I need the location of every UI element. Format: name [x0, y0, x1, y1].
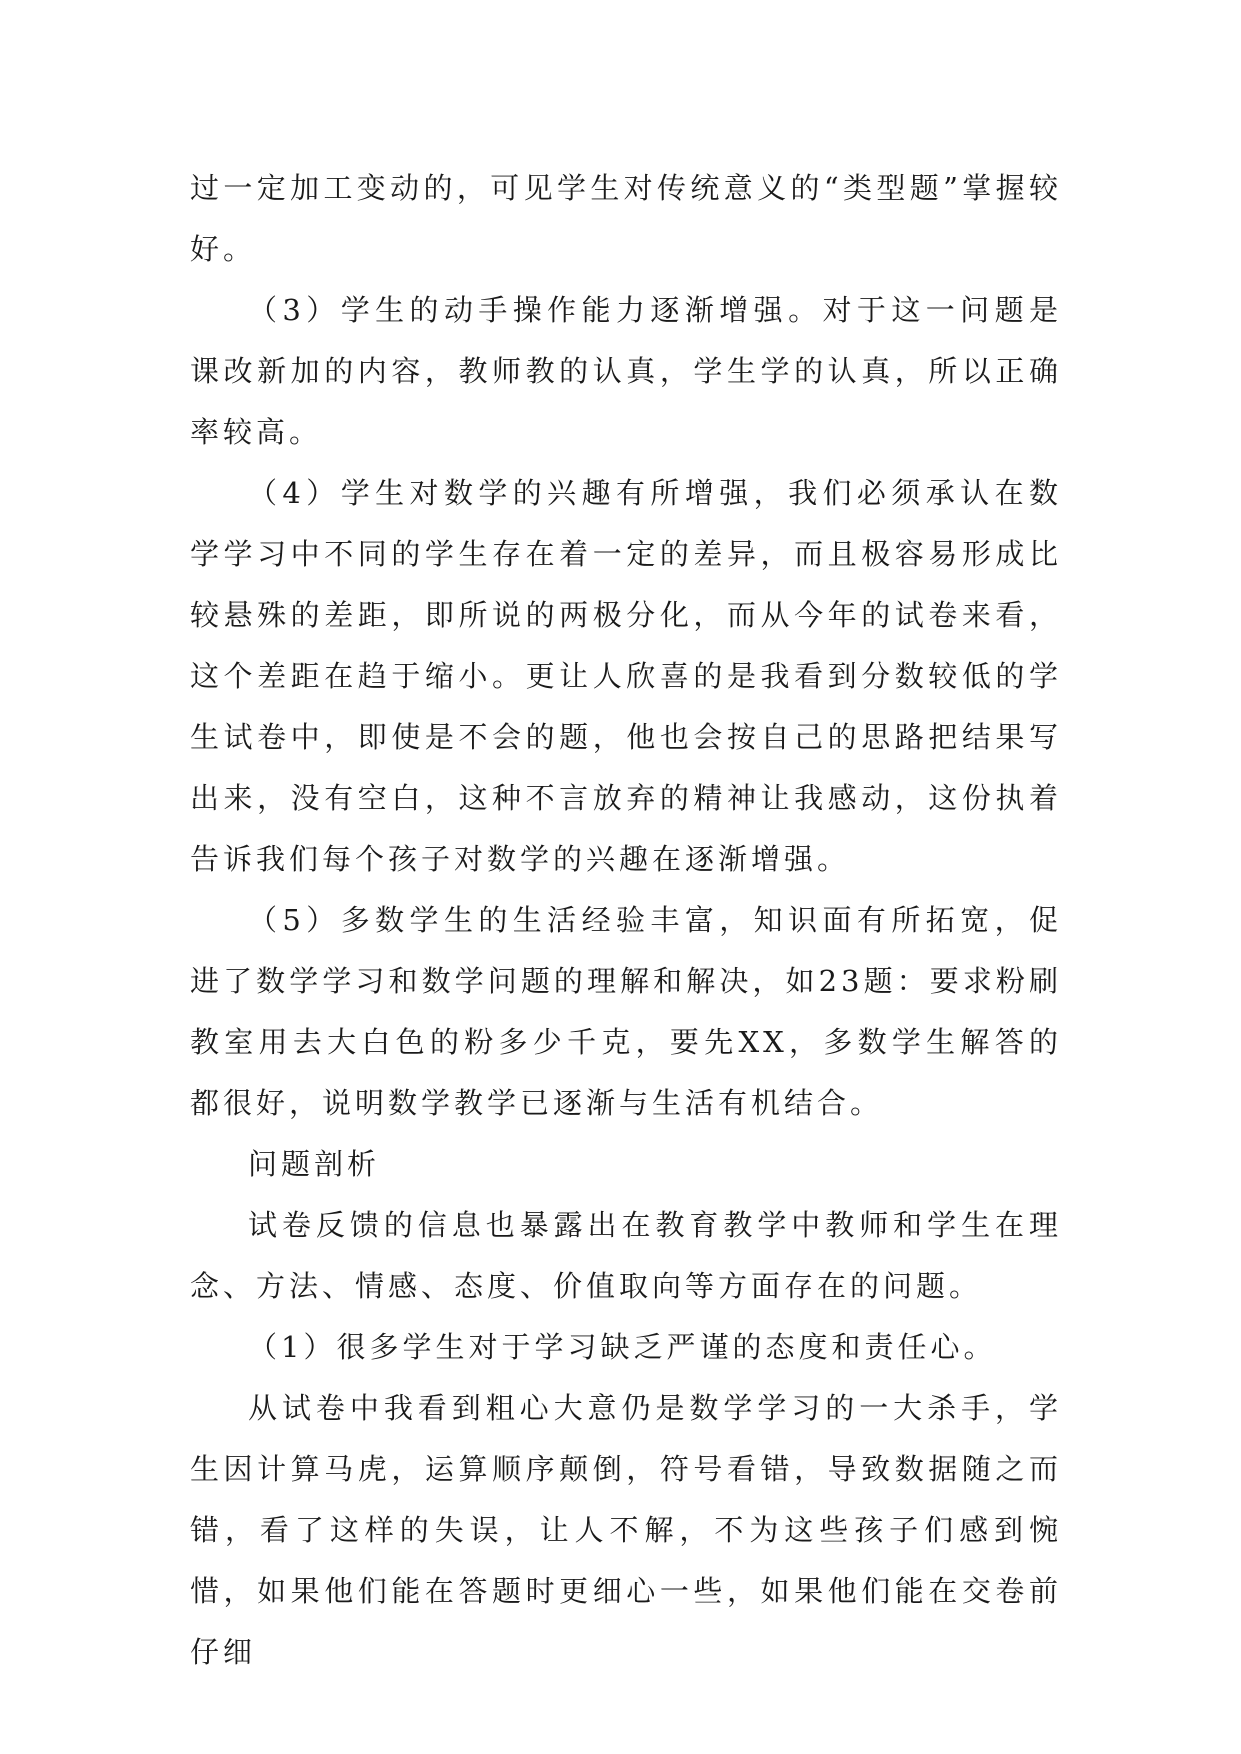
paragraph-intro: 试卷反馈的信息也暴露出在教育教学中教师和学生在理念、方法、情感、态度、价值取向等方面存在的问题。 [190, 1208, 1062, 1303]
paragraph-point-3: （3）学生的动手操作能力逐渐增强。对于这一问题是课改新加的内容，教师教的认真，学生学的认真，所以正确率较高。 [190, 293, 1062, 449]
document-body [190, 158, 1062, 1683]
paragraph-problem-1: （1）很多学生对于学习缺乏严谨的态度和责任心。 [248, 1330, 997, 1364]
paragraph-continuation: 过一定加工变动的，可见学生对传统意义的“类型题”掌握较好。 [190, 171, 1062, 266]
paragraph-point-5: （5）多数学生的生活经验丰富，知识面有所拓宽，促进了数学学习和数学问题的理解和解决，如23题：要求粉刷教室用去大白色的粉多少千克，要先XX，多数学生解答的都很好，说明数学教学已逐渐与生活有机结合。 [190, 903, 1062, 1120]
section-heading: 问题剖析 [248, 1147, 381, 1181]
paragraph-point-4: （4）学生对数学的兴趣有所增强，我们必须承认在数学学习中不同的学生存在着一定的差异，而且极容易形成比较悬殊的差距，即所说的两极分化，而从今年的试卷来看，这个差距在趋于缩小。更让人欣喜的是我看到分数较低的学生试卷中，即使是不会的题，他也会按自己的思路把结果写出来，没有空白，这种不言放弃的精神让我感动，这份执着告诉我们每个孩子对数学的兴趣在逐渐增强。 [190, 476, 1062, 876]
paragraph-detail: 从试卷中我看到粗心大意仍是数学学习的一大杀手，学生因计算马虎，运算顺序颠倒，符号看错，导致数据随之而错，看了这样的失误，让人不解，不为这些孩子们感到惋惜，如果他们能在答题时更细心一些，如果他们能在交卷前仔细 [190, 1391, 1062, 1669]
